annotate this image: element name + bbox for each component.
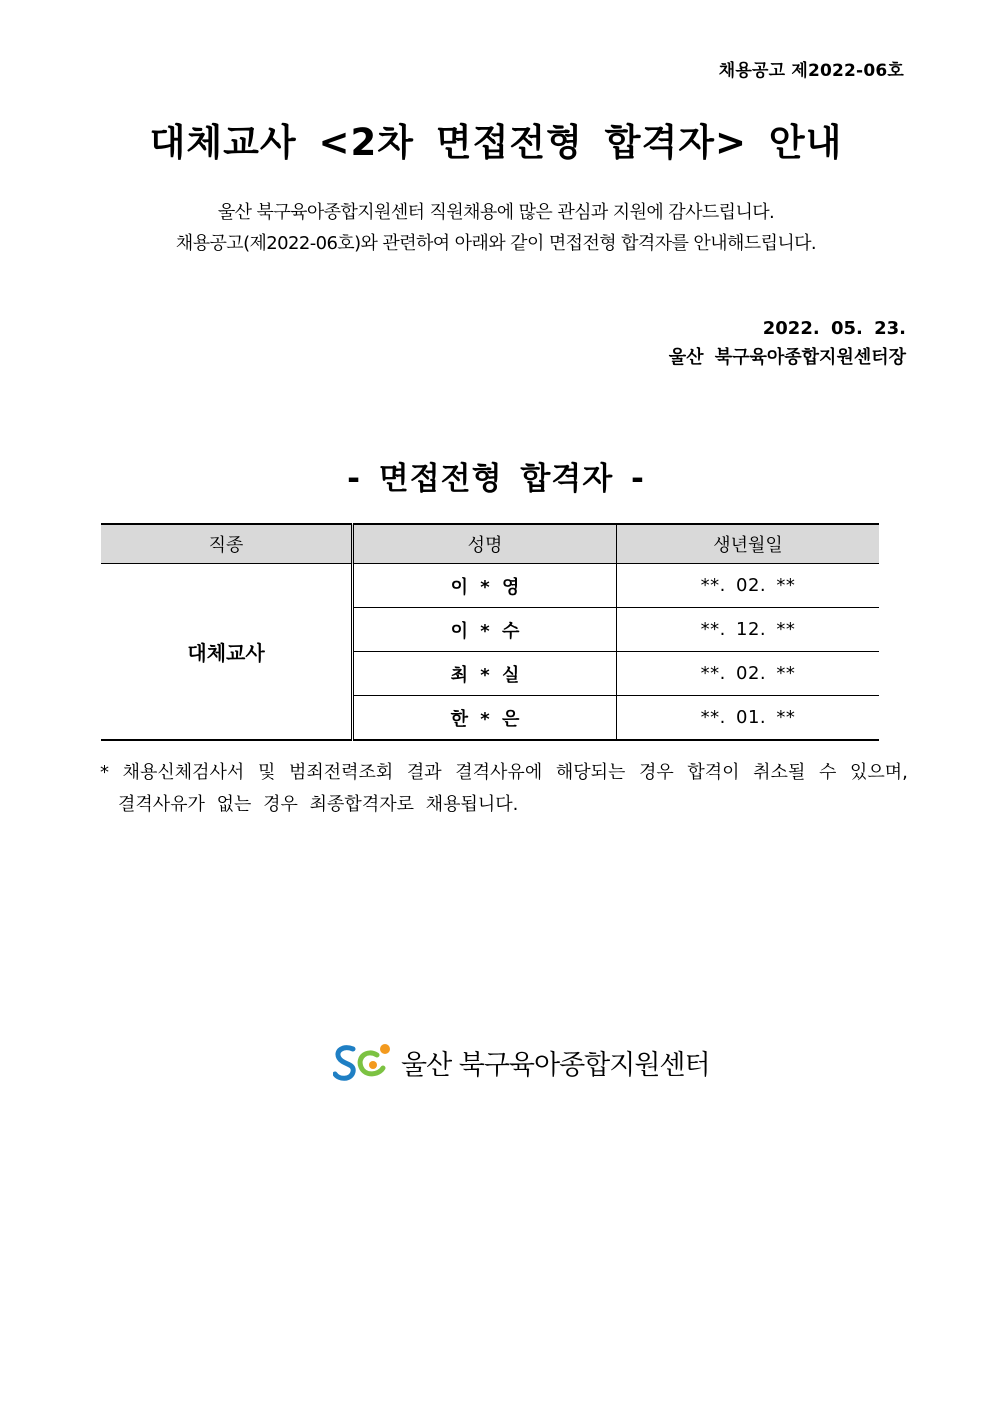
birth-cell: **. 02. ** <box>616 652 879 696</box>
page-title: 대체교사 <2차 면접전형 합격자> 안내 <box>149 121 843 164</box>
intro-line-2: 채용공고(제2022-06호)와 관련하여 아래와 같이 면접전형 합격자를 안내해드립니다. <box>175 233 817 254</box>
table-row <box>101 564 879 608</box>
footnote-word: 결격사유에 <box>455 762 543 783</box>
birth-cell: **. 02. ** <box>616 564 879 608</box>
footnote-word: 범죄전력조회 <box>288 762 394 783</box>
job-cell: 대체교사 <box>101 564 353 741</box>
issuer-block <box>669 314 906 372</box>
footnote-word: 수 <box>818 762 837 783</box>
footnote-word: 채용신체검사서 <box>122 762 245 783</box>
name-cell: 최 * 실 <box>353 652 617 696</box>
document-number: 채용공고 제2022-06호 <box>718 61 904 81</box>
footnote-word: 있으며, <box>849 762 908 783</box>
header-birth: 생년월일 <box>616 524 879 564</box>
intro-paragraph <box>0 197 992 259</box>
center-logo <box>333 1041 710 1083</box>
footnote-word: 및 <box>257 762 276 783</box>
birth-cell: **. 01. ** <box>616 696 879 741</box>
footnote-line-1 <box>100 757 908 789</box>
footnote-word: * <box>100 762 109 783</box>
table-header-row <box>101 524 879 564</box>
issue-date: 2022. 05. 23. <box>762 318 906 339</box>
name-cell: 이 * 영 <box>353 564 617 608</box>
intro-line-1: 울산 북구육아종합지원센터 직원채용에 많은 관심과 지원에 감사드립니다. <box>217 202 775 223</box>
name-cell: 이 * 수 <box>353 608 617 652</box>
footnote-word: 경우 <box>639 762 674 783</box>
center-logo-icon <box>333 1041 393 1083</box>
footnote <box>100 757 908 821</box>
footnote-word: 합격이 <box>687 762 740 783</box>
header-job: 직종 <box>101 524 353 564</box>
footnote-word: 취소될 <box>753 762 806 783</box>
footnote-line-2: 결격사유가 없는 경우 최종합격자로 채용됩니다. <box>118 794 519 815</box>
center-logo-text: 울산 북구육아종합지원센터 <box>401 1049 710 1081</box>
results-table <box>101 523 879 741</box>
header-name: 성명 <box>353 524 617 564</box>
issuer-name: 울산 북구육아종합지원센터장 <box>668 347 906 368</box>
name-cell: 한 * 은 <box>353 696 617 741</box>
section-title: - 면접전형 합격자 - <box>347 461 645 497</box>
footnote-word: 해당되는 <box>555 762 626 783</box>
birth-cell: **. 12. ** <box>616 608 879 652</box>
footnote-word: 결과 <box>406 762 442 783</box>
